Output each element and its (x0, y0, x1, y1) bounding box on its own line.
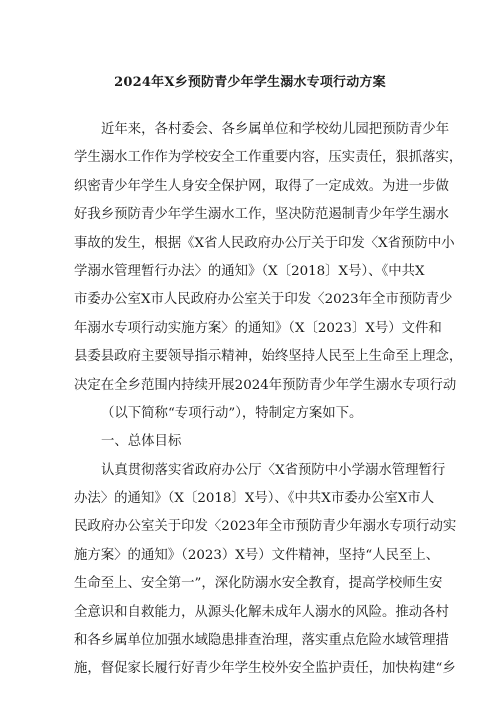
paragraph-line: 民政府办公室关于印发〈2023年全市预防青少年溺水专项行动实 (74, 519, 457, 535)
paragraph-line: 和各乡属单位加强水域隐患排查治理，落实重点危险水域管理措 (74, 633, 449, 649)
paragraph-line: 认真贯彻落实省政府办公厅〈X省预防中小学溺水管理暂行 (101, 462, 446, 478)
section-heading: 一、总体目标 (101, 434, 182, 450)
paragraph-line: 学生溺水工作作为学校安全工作重要内容，压实责任，狠抓落实， (74, 150, 463, 166)
paragraph-line: 施，督促家长履行好青少年学生校外安全监护责任，加快构建“乡 (74, 661, 456, 677)
paragraph-line: 施方案〉的通知》（2023）X号）文件精神，坚持“人民至上、 (74, 547, 440, 563)
paragraph-line: 决定在全乡范围内持续开展2024年预防青少年学生溺水专项行动 (74, 377, 457, 393)
paragraph-line: 办法〉的通知》（X〔2018〕X号）、《中共X市委办公室X市人 (74, 491, 435, 507)
paragraph-line: 学溺水管理暂行办法〉的通知》（X〔2018〕X号）、《中共X (74, 263, 425, 279)
paragraph-line: 近年来，各村委会、各乡属单位和学校幼儿园把预防青少年 (101, 122, 450, 137)
paragraph-line: （以下简称“专项行动”），特制定方案如下。 (101, 405, 363, 421)
paragraph-line: 市委办公室X市人民政府办公室关于印发〈2023年全市预防青少 (74, 292, 453, 308)
paragraph-line: 织密青少年学生人身安全保护网，取得了一定成效。为进一步做 (74, 178, 449, 194)
paragraph-line: 县委县政府主要领导指示精神，始终坚持人民至上生命至上理念， (74, 349, 463, 365)
paragraph-line: 年溺水专项行动实施方案〉的通知》（X〔2023〕X号）文件和 (74, 320, 442, 336)
paragraph-line: 生命至上、安全第一”，深化防溺水安全教育，提高学校师生安 (74, 576, 443, 592)
document-title: 2024年X乡预防青少年学生溺水专项行动方案 (114, 75, 386, 90)
document-body (74, 116, 463, 684)
paragraph-line: 全意识和自救能力，从源头化解未成年人溺水的风险。推动各村 (74, 604, 449, 620)
paragraph-line: 好我乡预防青少年学生溺水工作，坚决防范遏制青少年学生溺水 (74, 207, 449, 223)
paragraph-line: 事故的发生，根据《X省人民政府办公厅关于印发〈X省预防中小 (74, 235, 455, 251)
